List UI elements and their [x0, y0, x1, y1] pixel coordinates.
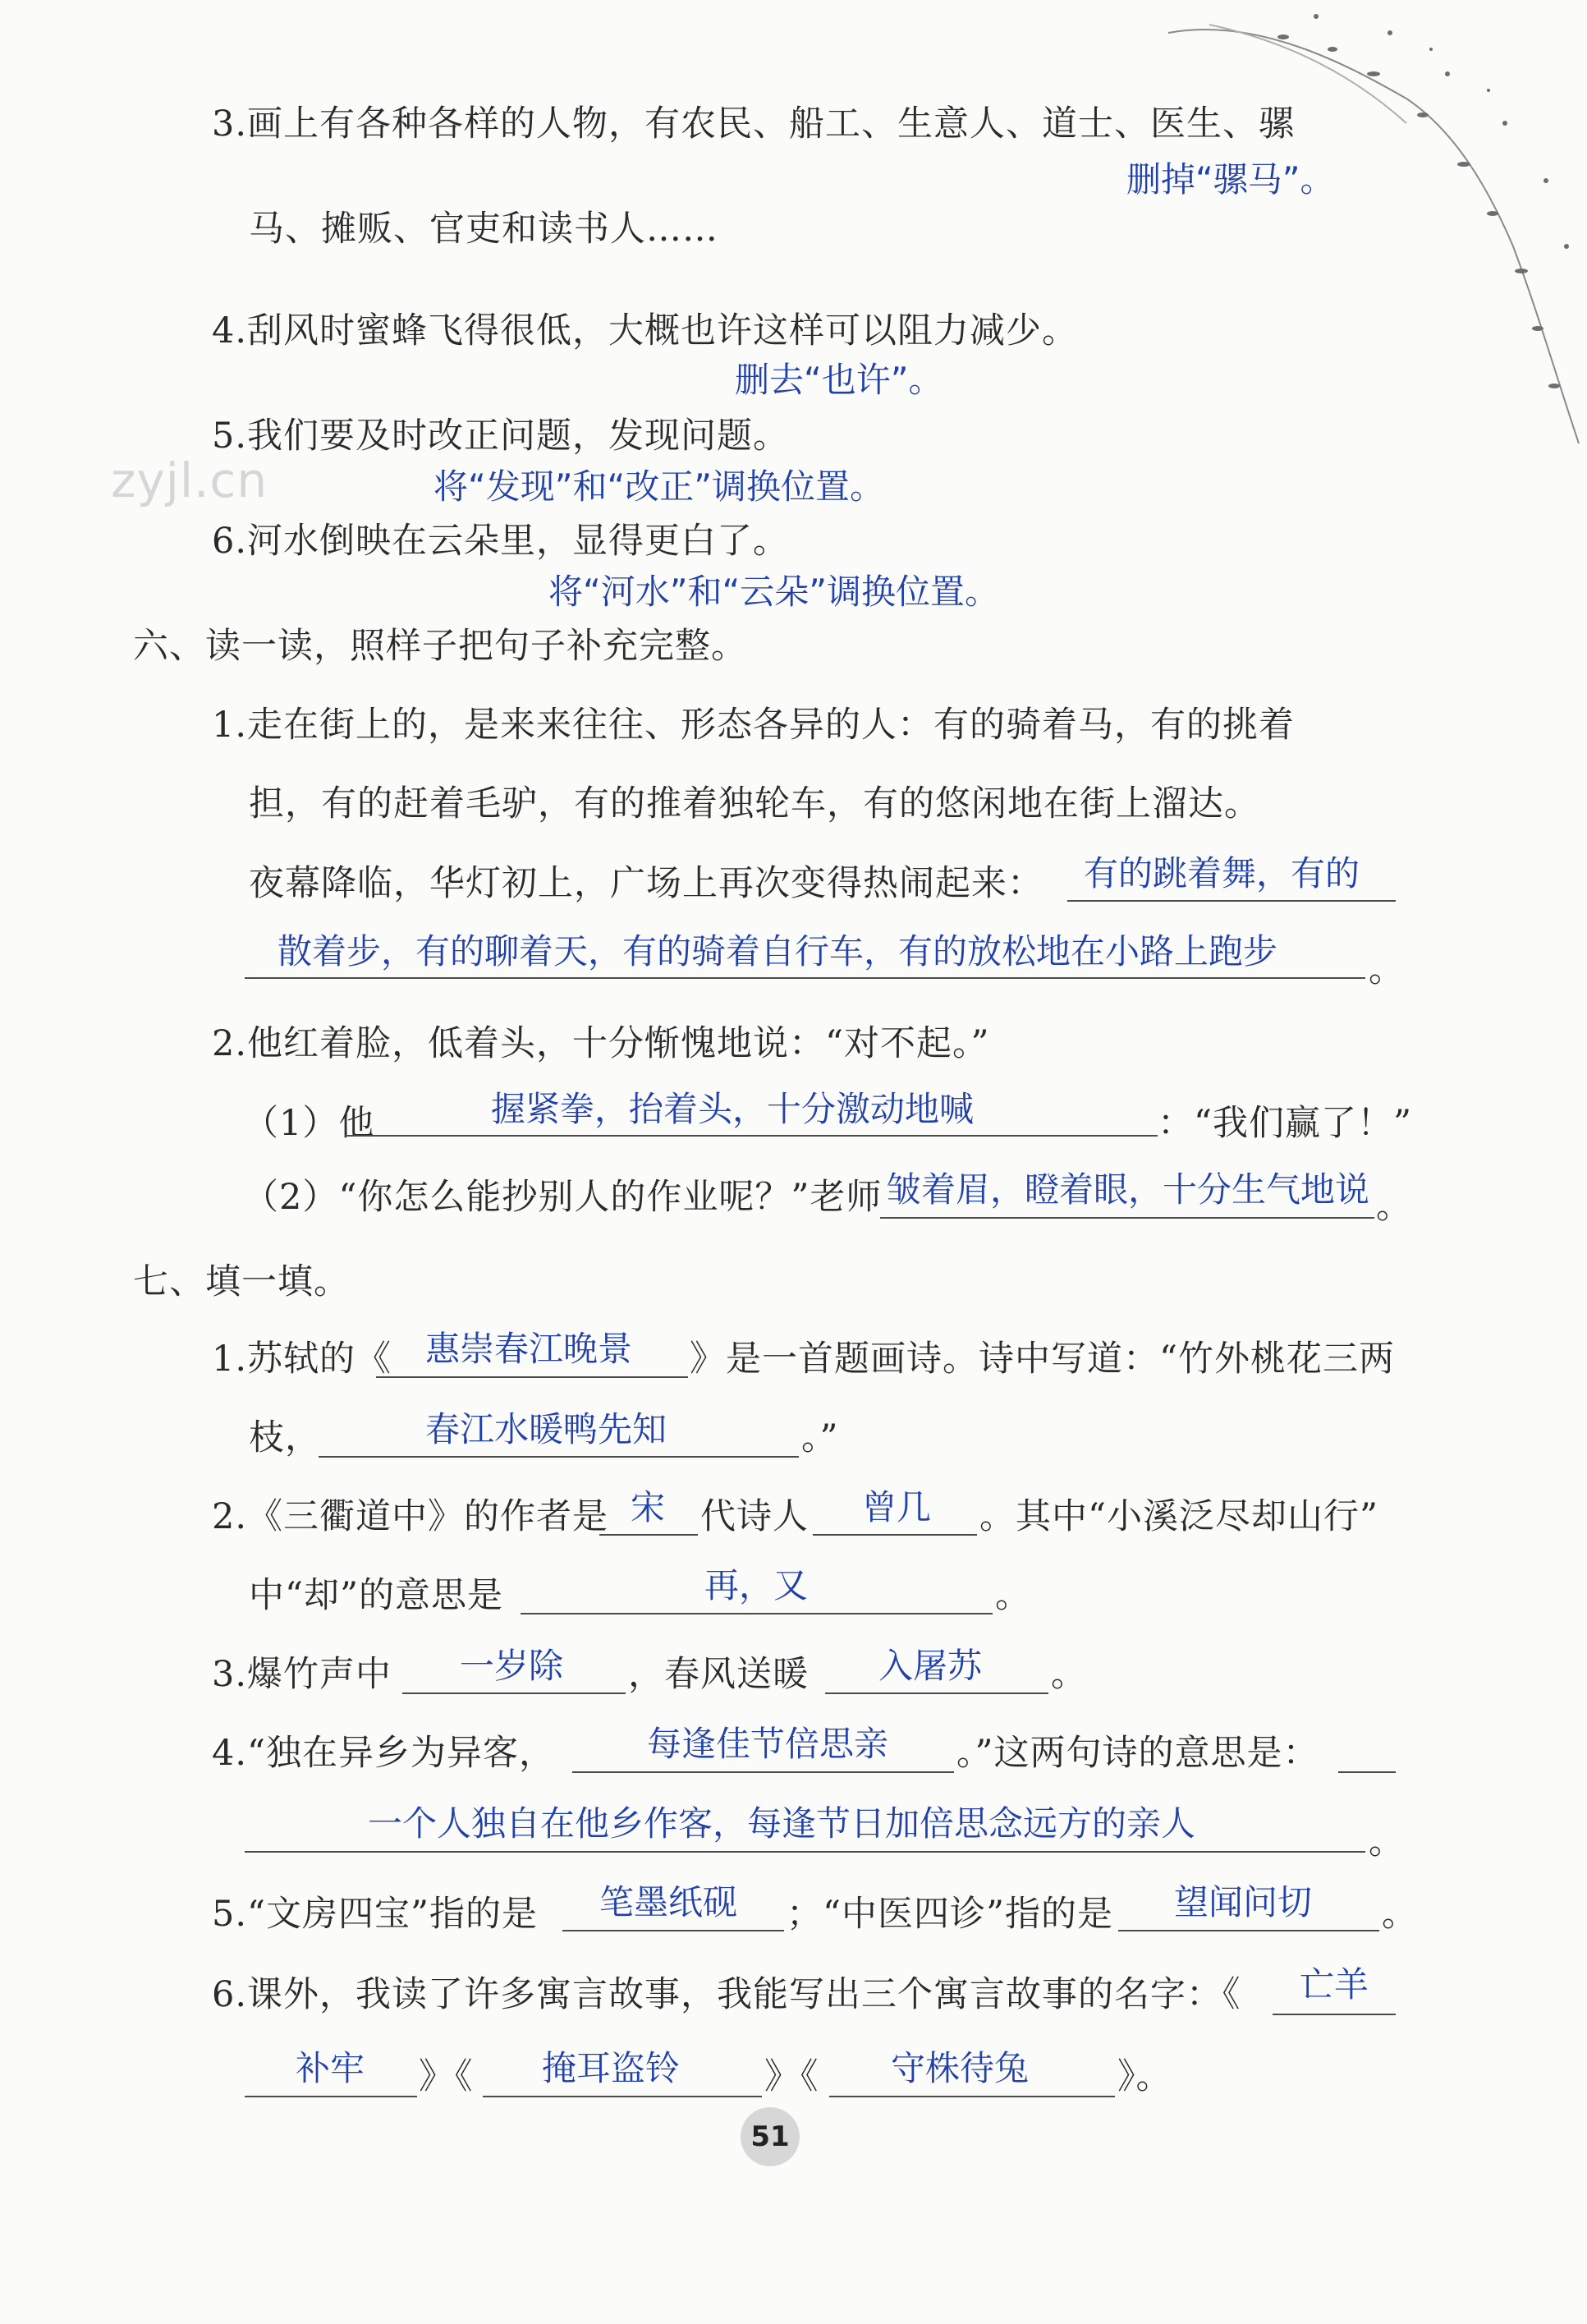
q6-item2-1-answer: 握紧拳，抬着头，十分激动地喊 — [491, 1089, 975, 1129]
q7-i2-ans1: 宋 — [631, 1487, 666, 1527]
q7-i3-ans2: 入屠苏 — [878, 1646, 983, 1686]
q7-i1-c: 枝， — [249, 1417, 321, 1458]
page-number: 51 — [741, 2107, 800, 2166]
q5-item3-line2: 马、摊贩、官吏和读书人…… — [249, 209, 718, 250]
q6-item2-2-answer: 皱着眉，瞪着眼，十分生气地说 — [887, 1169, 1370, 1210]
answer-line — [1273, 2014, 1396, 2015]
q7-i1-ans1: 惠崇春江晚景 — [425, 1329, 633, 1369]
q6-item2-1-prefix: （1）他 — [243, 1103, 375, 1144]
q6-item1-period: 。 — [1369, 949, 1405, 990]
q7-i1-b: 》是一首题画诗。诗中写道：“竹外桃花三两 — [690, 1339, 1395, 1380]
answer-line — [402, 1692, 626, 1694]
q5-item6-answer: 将“河水”和“云朵”调换位置。 — [548, 572, 1000, 612]
q7-i2-d: 中“却”的意思是 — [249, 1575, 503, 1616]
q5-item5-answer: 将“发现”和“改正”调换位置。 — [433, 466, 885, 507]
q7-i6-ans1a: 亡羊 — [1300, 1964, 1369, 2005]
answer-line — [1338, 1771, 1396, 1773]
q7-i2-b: 代诗人 — [700, 1496, 809, 1537]
q5-item3-line1: 3.画上有各种各样的人物，有农民、船工、生意人、道士、医生、骡 — [212, 103, 1296, 145]
q6-item2-1-suffix: ：“我们赢了！” — [1158, 1103, 1412, 1144]
q7-i5-c: 。 — [1382, 1894, 1418, 1935]
answer-line — [599, 1534, 698, 1536]
q7-i4-b: 。”这两句诗的意思是： — [956, 1733, 1319, 1774]
answer-line — [483, 2096, 762, 2097]
q7-i6-ans1b: 补牢 — [296, 2048, 365, 2088]
q7-i1-d: 。” — [801, 1417, 839, 1458]
q7-i2-a: 2.《三衢道中》的作者是 — [212, 1496, 609, 1537]
answer-line — [245, 1851, 1365, 1853]
watermark: zyjl.cn — [111, 452, 268, 508]
answer-line — [245, 977, 1365, 979]
q7-i5-b: ；“中医四诊”指的是 — [787, 1894, 1113, 1935]
q7-i2-e: 。 — [995, 1575, 1031, 1616]
q7-i6-ans3: 守株待兔 — [891, 2048, 1030, 2088]
q6-item1-answer-a: 有的跳着舞，有的 — [1084, 853, 1360, 893]
q7-i5-ans2: 望闻问切 — [1174, 1882, 1313, 1922]
answer-line — [245, 2096, 417, 2097]
q7-i5-ans1: 笔墨纸砚 — [599, 1882, 738, 1922]
answer-line — [825, 1692, 1048, 1694]
answer-line — [1067, 900, 1396, 902]
q7-title: 七、填一填。 — [133, 1261, 350, 1302]
q7-i3-c: 。 — [1051, 1654, 1087, 1695]
q7-i4-ans1: 每逢佳节倍思亲 — [647, 1724, 889, 1764]
q7-i3-b: ，春风送暖 — [628, 1654, 809, 1695]
q5-item5: 5.我们要及时改正问题，发现问题。 — [212, 416, 790, 457]
answer-line — [829, 2096, 1115, 2097]
q6-title: 六、读一读，照样子把句子补充完整。 — [133, 626, 747, 667]
q7-i2-ans2: 曾几 — [862, 1487, 932, 1527]
q7-i4-a: 4.“独在异乡为异客， — [212, 1733, 556, 1774]
q6-item2-2-prefix: （2）“你怎么能抄别人的作业呢？”老师 — [243, 1177, 883, 1218]
q7-i4-c: 。 — [1369, 1821, 1405, 1862]
q7-i1-a: 1.苏轼的《 — [212, 1339, 392, 1380]
q5-item3-answer: 删掉“骡马”。 — [1126, 159, 1335, 200]
q7-i6-a: 6.课外，我读了许多寓言故事，我能写出三个寓言故事的名字：《 — [212, 1974, 1241, 2015]
q7-i6-c: 》《 — [764, 2056, 819, 2097]
answer-line — [345, 1135, 1158, 1137]
q6-item1-line2: 担，有的赶着毛驴，有的推着独轮车，有的悠闲地在街上溜达。 — [249, 783, 1260, 824]
q7-i6-b: 》《 — [419, 2056, 474, 2097]
answer-line — [813, 1534, 977, 1536]
corner-decoration — [1160, 0, 1587, 460]
answer-line — [521, 1613, 993, 1614]
answer-line — [880, 1217, 1374, 1219]
q7-i2-ans3: 再，又 — [704, 1565, 809, 1605]
q5-item4: 4.刮风时蜜蜂飞得很低，大概也许这样可以阻力减少。 — [212, 310, 1079, 351]
answer-line — [376, 1376, 688, 1378]
answer-line — [1118, 1930, 1379, 1931]
q7-i2-c: 。其中“小溪泛尽却山行” — [979, 1496, 1378, 1537]
q7-i3-ans1: 一岁除 — [460, 1646, 564, 1686]
answer-line — [562, 1930, 784, 1931]
answer-line — [319, 1456, 799, 1458]
q7-i4-ans2: 一个人独自在他乡作客，每逢节日加倍思念远方的亲人 — [368, 1803, 1196, 1844]
q5-item4-answer: 删去“也许”。 — [735, 360, 943, 400]
q5-item6: 6.河水倒映在云朵里，显得更白了。 — [212, 521, 790, 562]
q6-item1-prompt: 夜幕降临，华灯初上，广场上再次变得热闹起来： — [249, 863, 1043, 904]
q6-item1-answer-b: 散着步，有的聊着天，有的骑着自行车，有的放松地在小路上跑步 — [277, 931, 1278, 971]
answer-line — [572, 1771, 954, 1773]
q6-item2-2-suffix: 。 — [1376, 1186, 1412, 1227]
q7-i3-a: 3.爆竹声中 — [212, 1654, 392, 1695]
q7-i6-ans2: 掩耳盗铃 — [542, 2048, 681, 2088]
q6-item2: 2.他红着脸，低着头，十分惭愧地说：“对不起。” — [212, 1023, 990, 1064]
q7-i6-d: 》。 — [1117, 2056, 1172, 2097]
q7-i1-ans2: 春江水暖鸭先知 — [425, 1409, 667, 1449]
q6-item1-line1: 1.走在街上的，是来来往往、形态各异的人：有的骑着马，有的挑着 — [212, 705, 1296, 746]
q7-i5-a: 5.“文房四宝”指的是 — [212, 1894, 538, 1935]
